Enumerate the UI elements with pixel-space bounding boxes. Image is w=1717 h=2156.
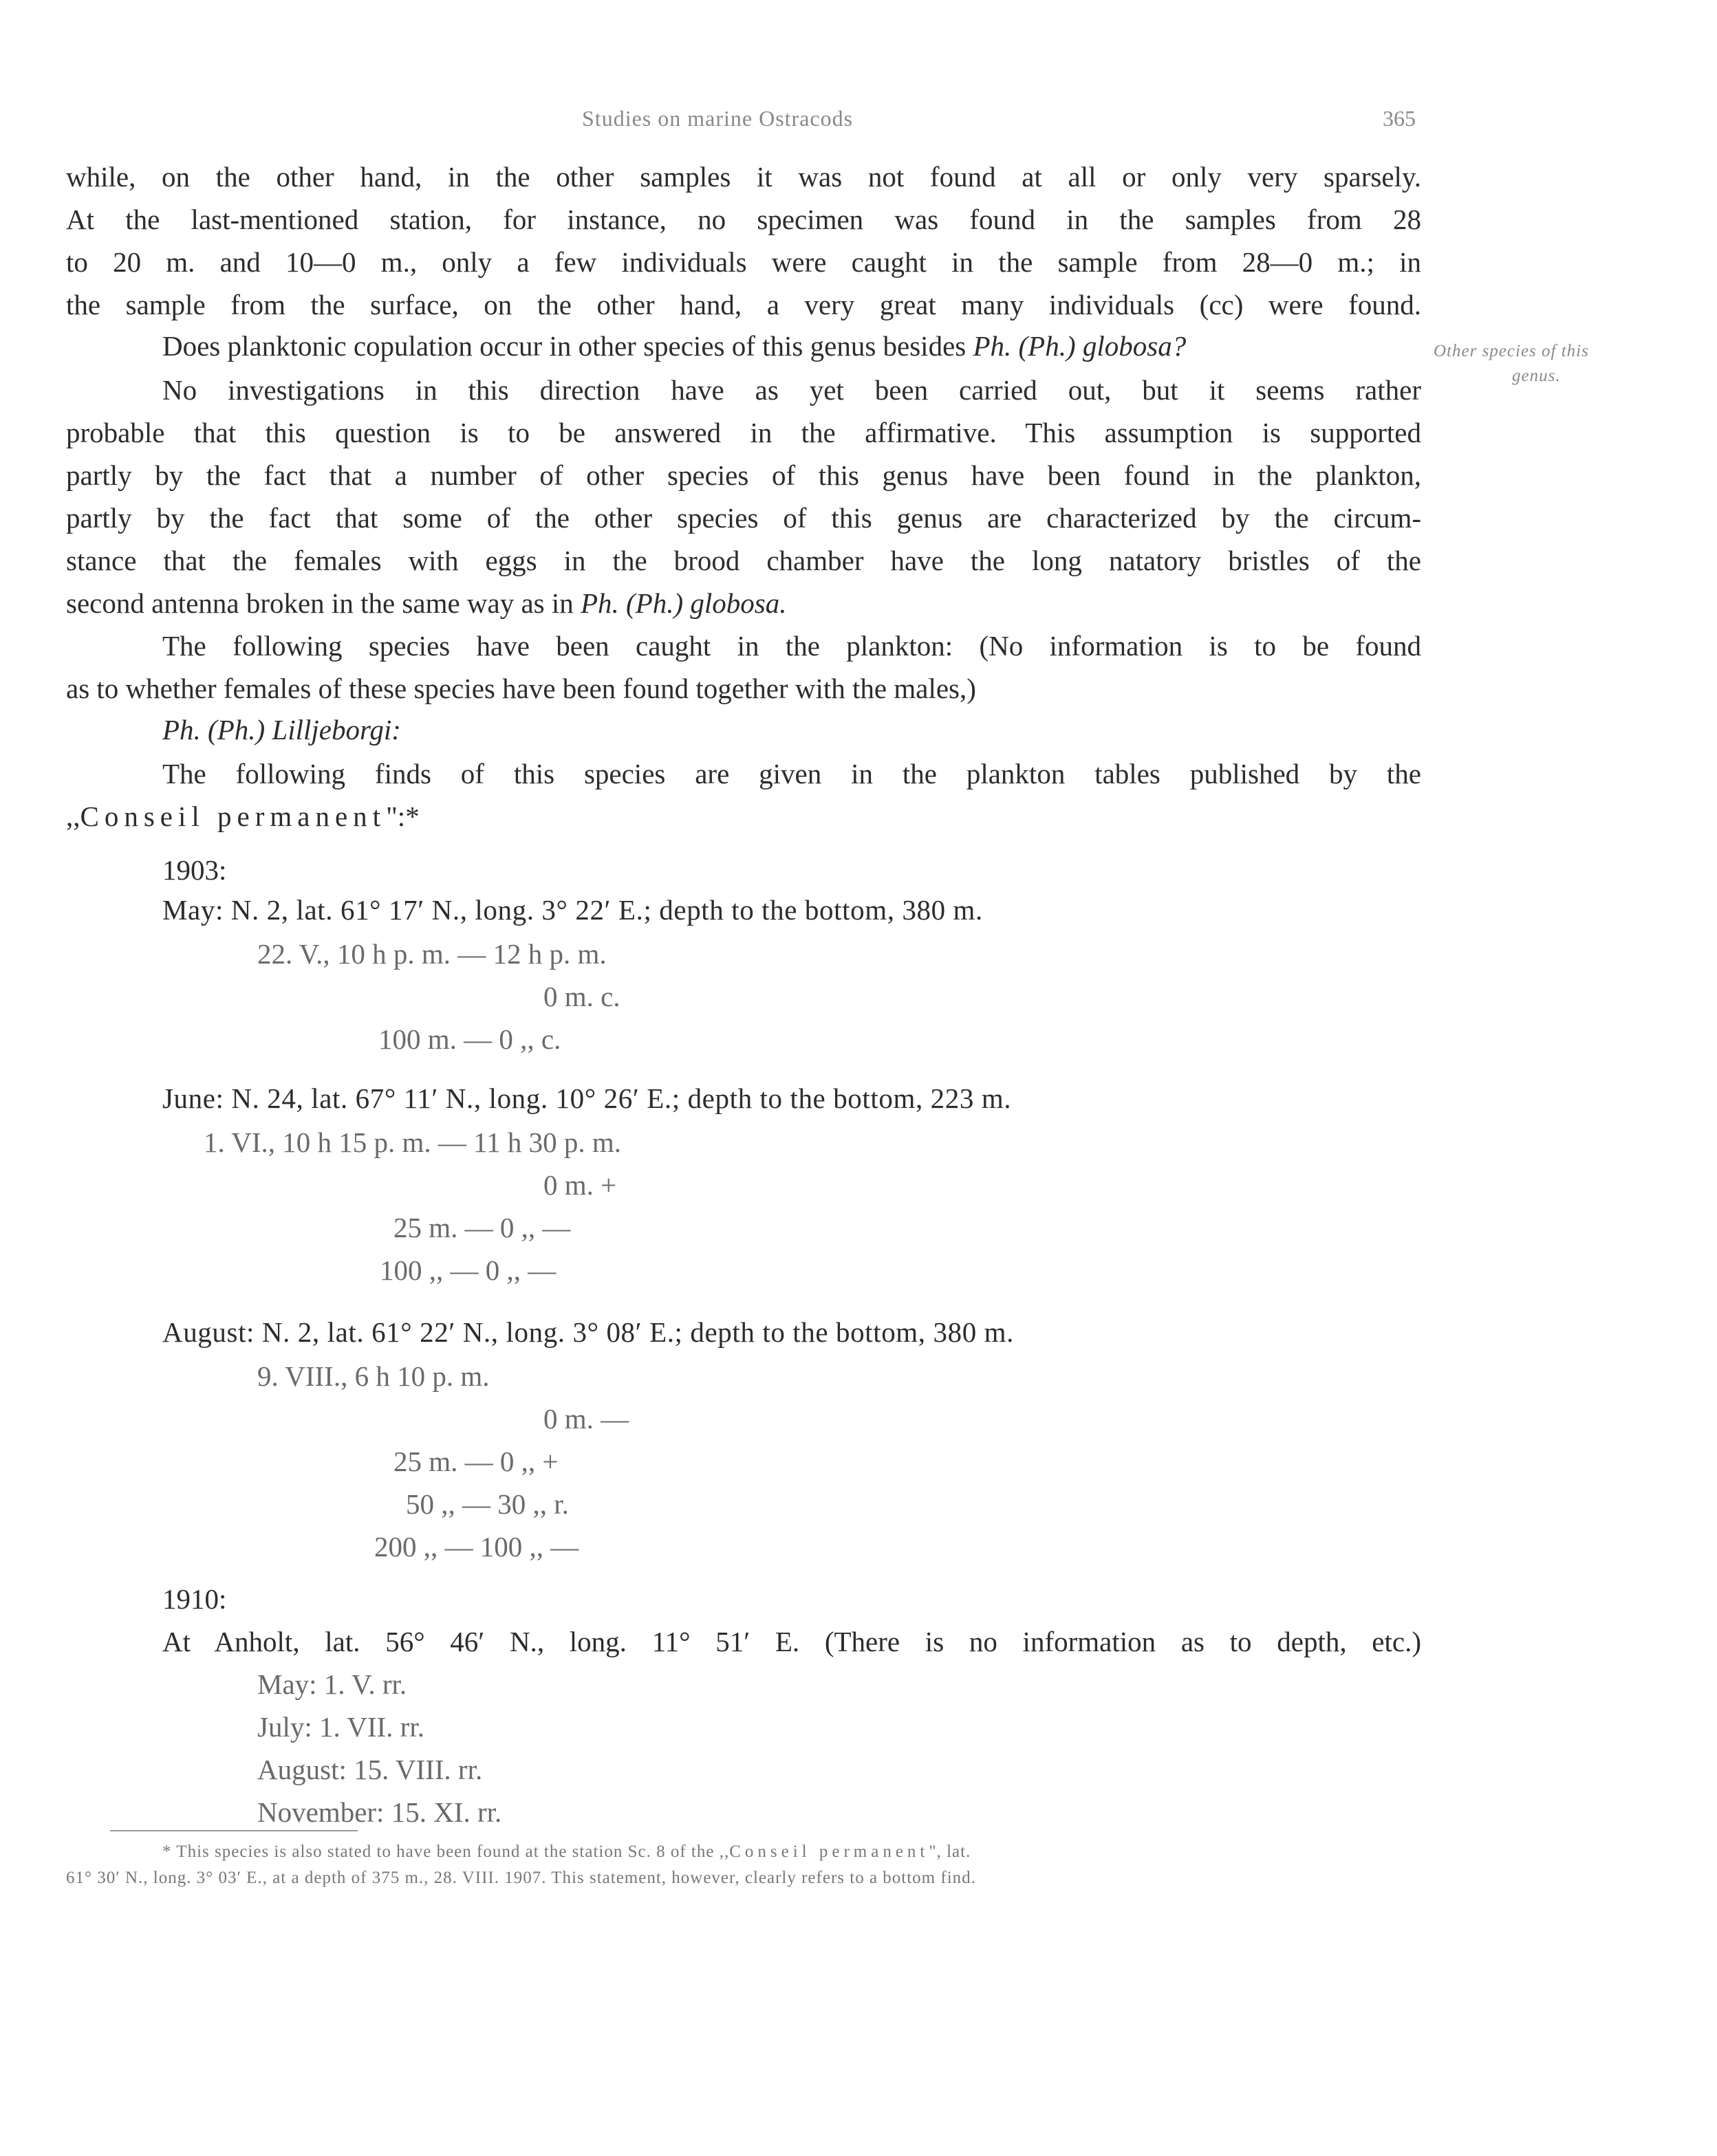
running-title: Studies on marine Ostracods xyxy=(582,106,854,131)
sample-row: 0 m. + xyxy=(543,1169,617,1201)
conseil-name: Conseil permanent xyxy=(80,801,387,832)
species-heading: Ph. (Ph.) Lilljeborgi: xyxy=(162,714,401,745)
body-line: the sample from the surface, on the other hand, a very great many individuals (cc) were found. xyxy=(66,289,1421,320)
sample-row: 0 m. c. xyxy=(543,981,620,1012)
body-line: partly by the fact that some of the other species of this genus are characterized by the circum- xyxy=(66,502,1421,534)
conseil-name: Conseil permanent xyxy=(729,1842,929,1861)
station-line: May: N. 2, lat. 61° 17′ N., long. 3° 22′ E.; depth to the bottom, 380 m. xyxy=(162,894,983,926)
body-text: second antenna broken in the same way as in xyxy=(66,587,581,619)
body-line: while, on the other hand, in the other samples it was not found at all or only very sparsely. xyxy=(66,161,1421,193)
body-line: as to whether females of these species have been found together with the males,) xyxy=(66,673,976,704)
page-number: 365 xyxy=(1383,106,1416,131)
month-find: August: 15. VIII. rr. xyxy=(257,1754,483,1785)
footnote-line xyxy=(162,1840,971,1864)
time-line: 9. VIII., 6 h 10 p. m. xyxy=(257,1360,490,1392)
question-line xyxy=(162,329,1186,363)
station-line: June: N. 24, lat. 67° 11′ N., long. 10° 26′ E.; depth to the bottom, 223 m. xyxy=(162,1082,1012,1114)
station-line: At Anholt, lat. 56° 46′ N., long. 11° 51′ E. (There is no information as to depth, etc.) xyxy=(162,1626,1421,1657)
margin-note: genus. xyxy=(1512,367,1561,385)
footnote-text: ", lat. xyxy=(929,1842,971,1861)
sample-row: 50 ,, — 30 ,, r. xyxy=(406,1488,569,1520)
body-line xyxy=(66,799,420,834)
body-line: The following finds of this species are given in the plankton tables published by the xyxy=(162,758,1421,790)
body-line: to 20 m. and 10—0 m., only a few individuals were caught in the sample from 28—0 m.; in xyxy=(66,246,1421,278)
body-line: probable that this question is to be answered in the affirmative. This assumption is supported xyxy=(66,417,1421,448)
species-name: Ph. (Ph.) globosa. xyxy=(581,587,787,619)
body-line: No investigations in this direction have as yet been carried out, but it seems rather xyxy=(162,374,1421,406)
station-line: August: N. 2, lat. 61° 22′ N., long. 3° 08′ E.; depth to the bottom, 380 m. xyxy=(162,1316,1014,1348)
time-line: 1. VI., 10 h 15 p. m. — 11 h 30 p. m. xyxy=(204,1126,622,1158)
footnote-text: * This species is also stated to have been found at the station Sc. 8 of the ,, xyxy=(162,1842,730,1861)
month-find: July: 1. VII. rr. xyxy=(257,1711,424,1743)
body-line xyxy=(66,586,787,620)
footnote-marker: ":* xyxy=(386,801,420,832)
question-text: Does planktonic copulation occur in other species of this genus besides xyxy=(162,330,973,362)
footnote-line: 61° 30′ N., long. 3° 03′ E., at a depth of 375 m., 28. VIII. 1907. This statement, however, clearly refers to a bottom find. xyxy=(66,1869,976,1887)
sample-row: 25 m. — 0 ,, — xyxy=(393,1212,571,1243)
month-find: November: 15. XI. rr. xyxy=(257,1796,502,1828)
body-line: At the last-mentioned station, for instance, no specimen was found in the samples from 28 xyxy=(66,204,1421,235)
sample-row: 100 ,, — 0 ,, — xyxy=(380,1254,557,1286)
species-name: Ph. (Ph.) globosa? xyxy=(973,330,1187,362)
month-find: May: 1. V. rr. xyxy=(257,1668,407,1700)
body-line: stance that the females with eggs in the brood chamber have the long natatory bristles of the xyxy=(66,545,1421,576)
year-heading: 1910: xyxy=(162,1583,227,1615)
body-line: partly by the fact that a number of other species of this genus have been found in the plankton, xyxy=(66,459,1421,491)
sample-row: 200 ,, — 100 ,, — xyxy=(374,1531,579,1562)
quote-mark: ,, xyxy=(66,801,80,832)
sample-row: 100 m. — 0 ,, c. xyxy=(378,1023,561,1055)
sample-row: 25 m. — 0 ,, + xyxy=(393,1446,559,1477)
body-line: The following species have been caught in the plankton: (No information is to be found xyxy=(162,630,1421,662)
footnote-rule xyxy=(110,1830,358,1831)
year-heading: 1903: xyxy=(162,854,227,886)
time-line: 22. V., 10 h p. m. — 12 h p. m. xyxy=(257,938,607,970)
margin-note: Other species of this xyxy=(1434,342,1589,360)
sample-row: 0 m. — xyxy=(543,1403,629,1435)
